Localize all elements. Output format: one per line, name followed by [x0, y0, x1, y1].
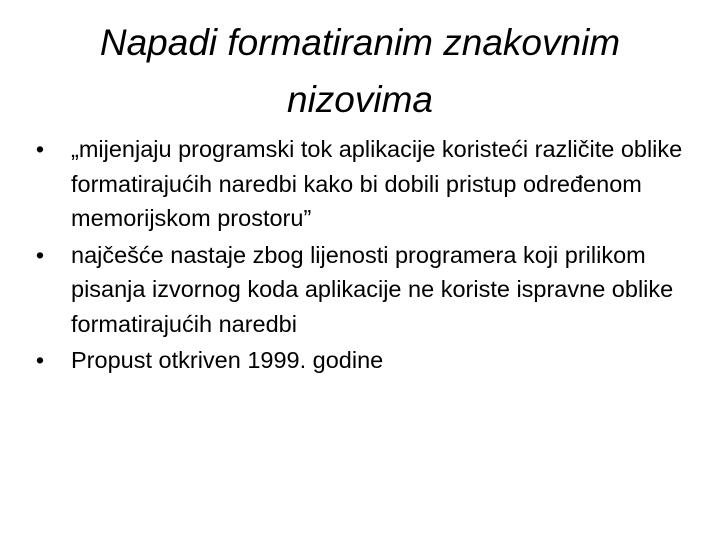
bullet-item-3	[26, 343, 696, 378]
slide-title-line-1: Napadi formatiranim znakovnim	[99, 22, 621, 63]
bullet-icon: •	[35, 347, 45, 373]
bullet-list	[26, 132, 696, 380]
bullet-icon: •	[35, 241, 45, 268]
bullet-icon: •	[35, 136, 45, 162]
bullet-item-1	[26, 132, 696, 236]
slide-title-line-2: nizovima	[287, 79, 433, 120]
bullet-text-2: najčešće nastaje zbog lijenosti programera koji prilikom pisanja izvornog koda aplikacije ne koriste ispravne oblike formatirajućih naredbi	[71, 241, 674, 337]
bullet-text-3: Propust otkriven 1999. godine	[71, 347, 384, 373]
bullet-item-2	[26, 238, 696, 342]
slide-title	[40, 14, 680, 128]
bullet-text-1: „mijenjaju programski tok aplikacije koristeći različite oblike formatirajućih naredbi kako bi dobili pristup određenom memorijskom prostoru”	[71, 136, 683, 231]
